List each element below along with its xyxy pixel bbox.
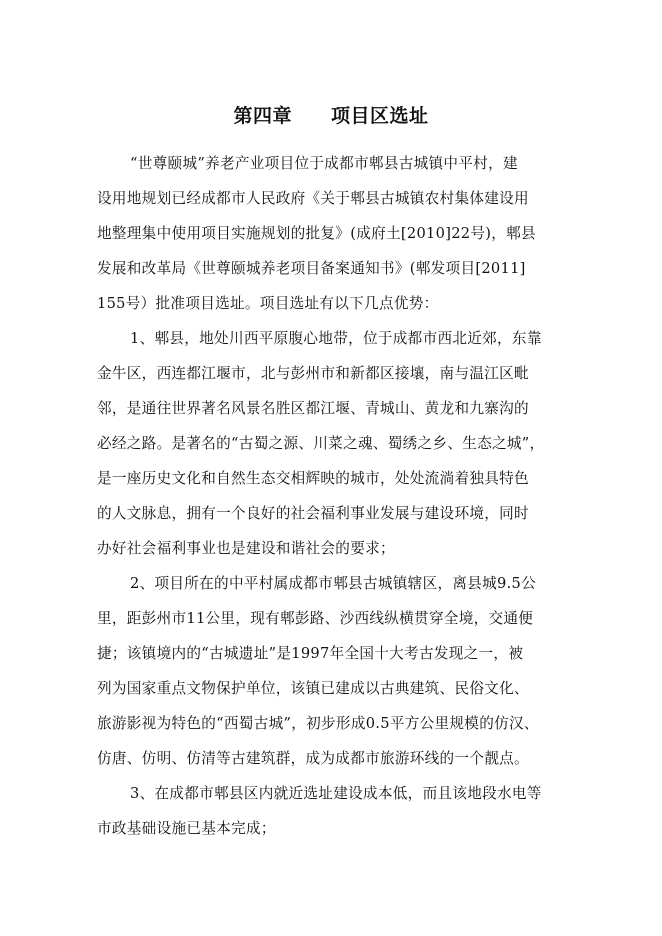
paragraph-line: 捷；该镇境内的“古城遗址”是1997年全国十大考古发现之一，被 [97, 645, 524, 662]
paragraph-line: 里，距彭州市11公里，现有郫彭路、沙西线纵横贯穿全境，交通便 [97, 610, 534, 627]
paragraph-line: 设用地规划已经成都市人民政府《关于郫县古城镇农村集体建设用 [97, 190, 529, 207]
paragraph-line: 是一座历史文化和自然生态交相辉映的城市，处处流淌着独具特色 [97, 470, 529, 487]
paragraph-line: 地整理集中使用项目实施规划的批复》(成府土[2010]22号)，郫县 [97, 225, 536, 242]
paragraph-line: 金牛区，西连都江堰市，北与彭州市和新都区接壤，南与温江区毗 [97, 365, 529, 382]
paragraph-line: 旅游影视为特色的“西蜀古城”，初步形成0.5平方公里规模的仿汉、 [97, 715, 539, 732]
paragraph-line: 邻，是通往世界著名风景名胜区都江堰、青城山、黄龙和九寨沟的 [97, 400, 529, 417]
paragraph-line: 1、郫县，地处川西平原腹心地带，位于成都市西北近郊，东靠 [130, 330, 542, 347]
paragraph-line: “世尊颐城”养老产业项目位于成都市郫县古城镇中平村，建 [130, 155, 518, 172]
paragraph-line: 3、在成都市郫县区内就近选址建设成本低，而且该地段水电等 [130, 785, 542, 802]
paragraph-line: 列为国家重点文物保护单位，该镇已建成以古典建筑、民俗文化、 [97, 680, 529, 697]
paragraph-line: 155号）批准项目选址。项目选址有以下几点优势： [97, 295, 439, 312]
chapter-title: 第四章 项目区选址 [233, 105, 429, 127]
paragraph-line: 市政基础设施已基本完成； [97, 820, 276, 837]
paragraph-line: 仿唐、仿明、仿清等古建筑群，成为成都市旅游环线的一个靓点。 [97, 750, 529, 767]
paragraph-line: 发展和改革局《世尊颐城养老项目备案通知书》(郫发项目[2011] [97, 260, 526, 277]
paragraph-line: 的人文脉息，拥有一个良好的社会福利事业发展与建设环境，同时 [97, 505, 529, 522]
paragraph-line: 办好社会福利事业也是建设和谐社会的要求； [97, 540, 395, 557]
paragraph-line: 必经之路。是著名的“古蜀之源、川菜之魂、蜀绣之乡、生态之城”， [97, 435, 545, 452]
paragraph-line: 2、项目所在的中平村属成都市郫县古城镇辖区，离县城9.5公 [130, 575, 537, 592]
